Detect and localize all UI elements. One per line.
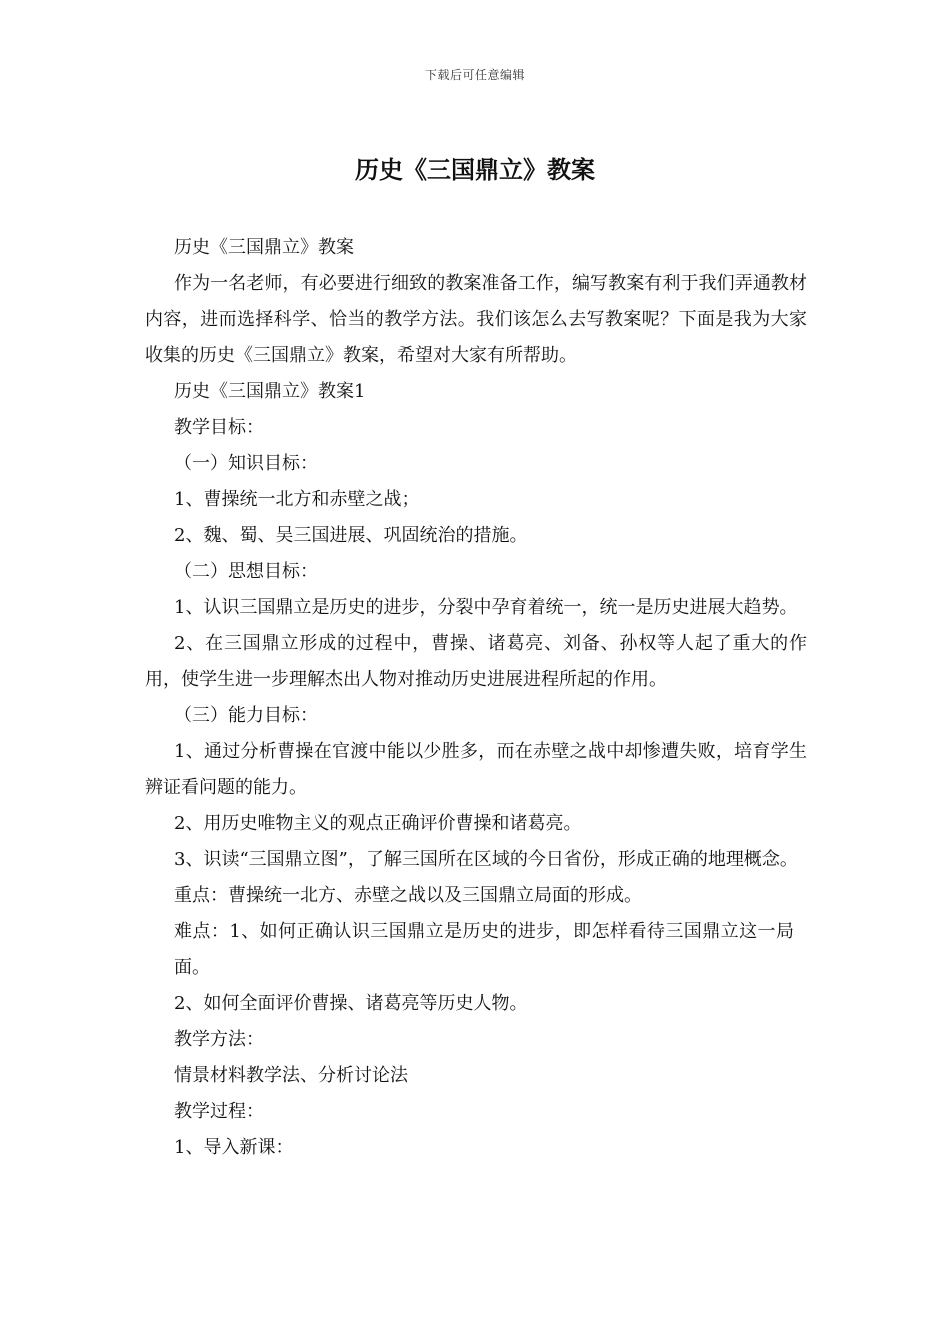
header-note: 下载后可任意编辑 xyxy=(424,68,525,82)
paragraph-process-heading: 教学过程： xyxy=(174,1101,264,1122)
paragraph-ability-3: 3、识读“三国鼎立图”，了解三国所在区域的今日省份，形成正确的地理概念。 xyxy=(174,849,798,870)
paragraph-subtitle: 历史《三国鼎立》教案 xyxy=(174,237,354,258)
page-title: 历史《三国鼎立》教案 xyxy=(355,156,595,184)
paragraph-knowledge-2: 2、魏、蜀、吴三国进展、巩固统治的措施。 xyxy=(174,525,528,546)
paragraph-key-points: 重点：曹操统一北方、赤壁之战以及三国鼎立局面的形成。 xyxy=(174,885,642,906)
paragraph-difficulties: 难点：1、如何正确认识三国鼎立是历史的进步，即怎样看待三国鼎立这一局面。 xyxy=(174,921,794,978)
paragraph-ability-2: 2、用历史唯物主义的观点正确评价曹操和诸葛亮。 xyxy=(174,813,582,834)
paragraph-ability-heading: （三）能力目标： xyxy=(174,705,318,726)
paragraph-method-heading: 教学方法： xyxy=(174,1029,264,1050)
paragraph-thought-2: 2、在三国鼎立形成的过程中，曹操、诸葛亮、刘备、孙权等人起了重大的作用，使学生进一步理解杰出人物对推动历史进展进程所起的作用。 xyxy=(145,633,807,690)
paragraph-objectives-heading: 教学目标： xyxy=(174,417,264,438)
paragraph-plan-heading: 历史《三国鼎立》教案1 xyxy=(174,381,366,402)
document-body xyxy=(145,230,807,1166)
paragraph-knowledge-1: 1、曹操统一北方和赤壁之战； xyxy=(174,489,420,510)
paragraph-knowledge-heading: （一）知识目标： xyxy=(174,453,318,474)
paragraph-method: 情景材料教学法、分析讨论法 xyxy=(174,1065,408,1086)
paragraph-process-1: 1、导入新课： xyxy=(174,1137,294,1158)
paragraph-thought-heading: （二）思想目标： xyxy=(174,561,318,582)
paragraph-difficulties-2: 2、如何全面评价曹操、诸葛亮等历史人物。 xyxy=(174,993,528,1014)
paragraph-ability-1: 1、通过分析曹操在官渡中能以少胜多，而在赤壁之战中却惨遭失败，培育学生辨证看问题的能力。 xyxy=(145,741,807,798)
paragraph-thought-1: 1、认识三国鼎立是历史的进步，分裂中孕育着统一，统一是历史进展大趋势。 xyxy=(174,597,798,618)
paragraph-intro: 作为一名老师，有必要进行细致的教案准备工作，编写教案有利于我们弄通教材内容，进而选择科学、恰当的教学方法。我们该怎么去写教案呢？下面是我为大家收集的历史《三国鼎立》教案，希望对大家有所帮助。 xyxy=(145,273,807,366)
